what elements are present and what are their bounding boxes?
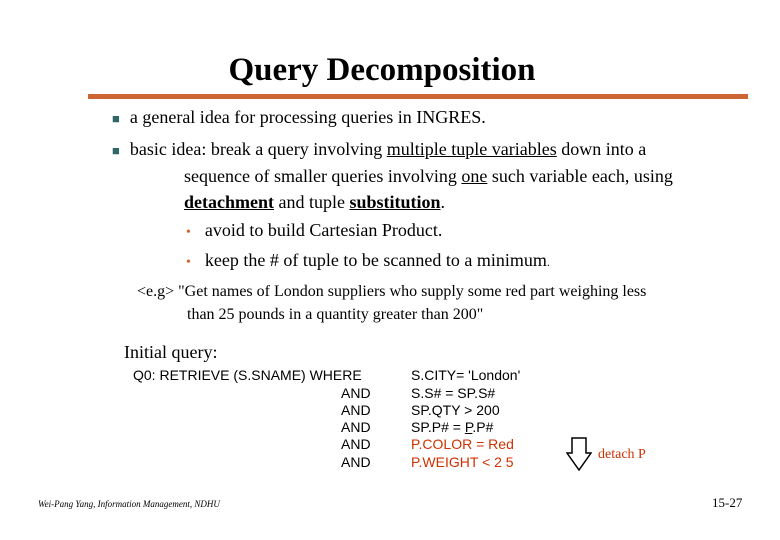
query-and-5: AND bbox=[341, 454, 371, 470]
query-condition-weight: P.WEIGHT < 2 5 bbox=[411, 454, 514, 470]
sub-bullet-2-text: keep the # of tuple to be scanned to a minimum. bbox=[204, 250, 550, 270]
query-and-1: AND bbox=[341, 385, 371, 401]
footer-author: Wei-Pang Yang, Information Management, NDHU bbox=[38, 499, 220, 509]
slide-number: 15-27 bbox=[712, 495, 743, 510]
title-divider bbox=[88, 94, 748, 99]
query-condition-qty: SP.QTY > 200 bbox=[411, 402, 500, 418]
initial-query-label: Initial query: bbox=[124, 342, 218, 362]
sub-bullet-1 bbox=[186, 220, 442, 241]
bullet-2-text: basic idea: break a query involving multiple tuple variables down into a bbox=[129, 139, 647, 159]
query-and-3: AND bbox=[341, 419, 371, 435]
example-line-1: <e.g> "Get names of London suppliers who supply some red part weighing less bbox=[137, 283, 647, 300]
example-line-2: than 25 pounds in a quantity greater than 200" bbox=[187, 306, 484, 323]
bullet-1 bbox=[112, 107, 486, 128]
query-condition-city: S.CITY= 'London' bbox=[411, 367, 521, 383]
sub-bullet-1-text: avoid to build Cartesian Product. bbox=[204, 220, 443, 240]
query-and-2: AND bbox=[341, 402, 371, 418]
dot-bullet-icon: • bbox=[186, 255, 191, 270]
query-condition-color: P.COLOR = Red bbox=[411, 436, 514, 452]
bullet-1-text: a general idea for processing queries in INGRES. bbox=[129, 107, 486, 127]
query-and-4: AND bbox=[341, 436, 371, 452]
square-bullet-icon: ■ bbox=[112, 143, 120, 158]
query-condition-s-join: S.S# = SP.S# bbox=[411, 385, 496, 401]
query-q0: Q0: RETRIEVE (S.SNAME) WHERE bbox=[133, 367, 362, 383]
bullet-2-line-3: detachment and tuple substitution. bbox=[184, 192, 446, 212]
bullet-2 bbox=[112, 139, 646, 160]
query-condition-p-join: SP.P# = P.P# bbox=[411, 419, 494, 435]
dot-bullet-icon: • bbox=[186, 225, 191, 240]
page-title: Query Decomposition bbox=[228, 52, 536, 88]
detach-label: detach P bbox=[598, 447, 646, 462]
down-arrow-icon bbox=[566, 437, 592, 471]
bullet-2-line-2: sequence of smaller queries involving one such variable each, using bbox=[184, 166, 673, 186]
sub-bullet-2 bbox=[186, 250, 550, 271]
square-bullet-icon: ■ bbox=[112, 111, 120, 126]
